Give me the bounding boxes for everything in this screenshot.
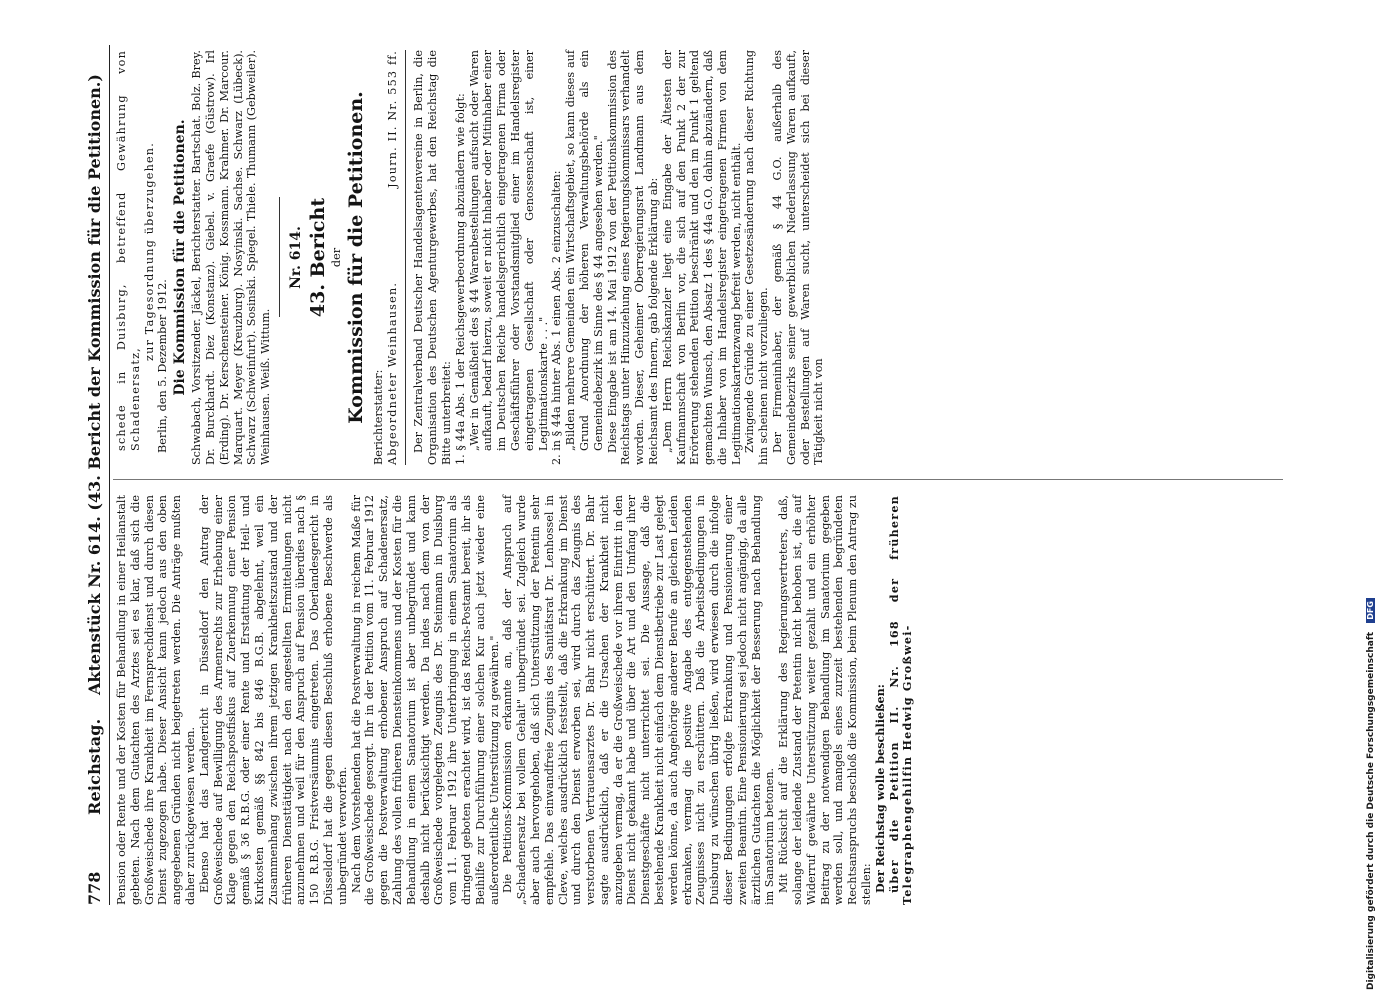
resolution-heading: Der Reichstag wolle beschließen: bbox=[872, 684, 887, 893]
paragraph: Die Petitions-Kommission erkannte an, daß der Anspruch auf „Schadenersatz bei vollem Gehalt" unbegründet sei. Zugleich wurde aber auch hervorgehoben, daß sich Unterstützung der Petentin sehr empfehle. Das einwandfreie Zeugnis des Sanitätsrat Dr. Lenhossel in Cleve, welches ausdrücklich feststellt, daß die Erkrankung im Dienst und durch den Dienst erworben sei, wird durch das Zeugnis des verstorbenen Vertrauensarztes Dr. Bahr nicht erschüttert. Dr. Bahr sagte ausdrücklich, daß er die Ursachen der Krankheit nicht anzugeben vermag, da er die Großweischede vor ihrem Eintritt in den Dienst nicht gekannt habe und über die Art und den Umfang ihrer Dienstgeschäfte nicht unterrichtet sei. Die Aussage, daß die bestehende Krankheit nicht einfach dem Dienstbetriebe zur Last gelegt werden könne, da auch Angehörige anderer Berufe an gleichen Leiden erkranken, vermag die positive Angabe des entgegenstehenden Zeugnisses nicht zu erschüttern. Daß die Arbeitsbedingungen in Duisburg zu wünschen übrig ließen, wird erwiesen durch die infolge dieser Bedingungen erfolgte Erkrankung und Pensionierung einer zweiten Beamtin. Eine Pensionierung sei jedoch nicht angängig, da alle ärztlichen Gutachten die Möglichkeit der Besserung nach Behandlung im Sanatorium betonen. bbox=[501, 495, 777, 905]
resolution-text: über die Petition II. Nr. 168 der früheren Telegraphengehilfin Hedwig Großwei- bbox=[886, 495, 915, 905]
report-title: 43. Bericht bbox=[306, 197, 329, 318]
commission-title: Kommission für die Petitionen. bbox=[344, 91, 367, 424]
quoted-text: „Bilden mehrere Gemeinden ein Wirtschaftsgebiet, so kann dieses auf Grund Anordnung der höheren Verwaltungsbehörde als ein Gemeindebezirk im Sinne des § 44 angesehen werden." bbox=[564, 50, 605, 451]
rapporteur-line bbox=[386, 50, 400, 465]
header-title: Aktenstück Nr. 614. (43. Bericht der Kommission für die Petitionen.) bbox=[85, 74, 104, 695]
report-der: der bbox=[329, 247, 343, 268]
separator bbox=[405, 50, 406, 465]
paragraph: Nach dem Vorstehenden hat die Postverwaltung in reichem Maße für die Großweischede gesorgt. Ihr in der Petition vom 11. Februar 1912 gegen die Postverwaltung erhobener Anspruch auf Schadenersatz, Zahlung des vollen früheren Diensteinkommens und der Kosten für die Behandlung in einem Sanatorium ist aber unbegründet und kann deshalb nicht berücksichtigt werden. Da indes nach dem von der Großweischede vorgelegten Zeugnis des Dr. Steinmann in Duisburg vom 11. Februar 1912 ihre Unterbringung in einem Sanatorium als dringend geboten erachtet wird, ist das Reichs-Postamt bereit, ihr als Beihilfe zur Durchführung einer solchen Kur auch jetzt wieder eine außerordentliche Unterstützung zu gewähren." bbox=[349, 495, 501, 905]
page-number: 778 bbox=[85, 871, 104, 905]
funding-note bbox=[1366, 0, 1380, 990]
rapporteur-name: Abgeordneter Weinhausen. bbox=[385, 281, 399, 465]
header-rule bbox=[109, 45, 110, 905]
rapporteur-label: Berichterstatter: bbox=[371, 369, 385, 465]
paragraph: 1. § 44a Abs. 1 der Reichsgewerbeordnung abzuändern wie folgt: bbox=[453, 93, 467, 465]
paragraph: Mit Rücksicht auf die Erklärung des Regierungsvertreters, daß, solange der leidende Zustand der Petentin nicht behoben ist, die auf Widerruf gewährte Unterstützung weiter gezahlt und ein erhöhter Beitrag zu der notwendigen Behandlung im Sanatorium gegeben werden soll, und mangels eines zurzeit bestehenden begründeten Rechtsanspruchs beschloß die Kommission, beim Plenum den Antrag zu stellen: bbox=[777, 495, 874, 905]
page-header bbox=[85, 45, 105, 905]
paragraph: Diese Eingabe ist am 14. Mai 1912 von der Petitionskommission des Reichstags unter Hinzuziehung eines Regierungskommissars verhandelt worden. Dieser, Geheimer Oberregierungsrat Landmann aus dem Reichsamt des Innern, gab folgende Erklärung ab: bbox=[605, 50, 660, 465]
funding-text: Digitalisierung gefördert durch die Deutsche Forschungsgemeinschaft bbox=[1366, 631, 1376, 990]
member-list: Schwabach, Vorsitzender. Jäckel, Berichterstatter. Bartschat. Bolz. Brey. Dr. Burckhardt. Diez (Konstanz). Giebel. v. Graefe (Güstrow). Irl (Erding). Dr. Kerschensteiner. König. Kossmann. Krahmer. Dr. Marcour. Marquart. Meyer (Kreuzburg). Nosyinski. Sachse. Schwarz (Lübeck). Schwarz (Schweinfurt). Sosinski. Spiegel. Thiele. Thumann (Gebweiler). Weinhausen. Weiß. Wittum. bbox=[190, 50, 273, 465]
paragraph: Pension oder Rente und der Kosten für Behandlung in einer Heilanstalt gebeten. Nach dem Gutachten des Arztes sei es klar, daß sich die Großweischede ihre Krankheit im Fernsprechdienst und durch diesen Dienst zugezogen habe. Dieser Ansicht kann jedoch aus den oben angegebenen Gründen nicht beigetreten werden. Die Anträge mußten daher zurückgewiesen werden. bbox=[115, 495, 197, 905]
separator bbox=[279, 198, 280, 318]
column-divider bbox=[113, 479, 1283, 480]
paragraph: Der Firmeninhaber, der gemäß § 44 G.O. außerhalb des Gemeindebezirks seiner gewerblichen Niederlassung Waren aufkauft, oder Bestellungen auf Waren sucht, unterscheidet sich bei dieser Tätigkeit nicht von bbox=[771, 50, 826, 465]
paragraph: Zwingende Gründe zu einer Gesetzesänderung nach dieser Richtung hin scheinen nicht vorzuliegen. bbox=[743, 50, 771, 465]
rotated-page bbox=[85, 45, 1295, 905]
paragraph: Ebenso hat das Landgericht in Düsseldorf den Antrag der Großweischede auf Bewilligung des Armenrechts zur Erhebung einer Klage gegen den Reichspostfiskus auf Zuerkennung einer Pension gemäß § 36 R.B.G. oder einer Rente und Erstattung der Heil- und Kurkosten gemäß §§ 842 bis 846 B.G.B. abgelehnt, weil ein Zusammenhang zwischen ihrem jetzigen Krankheitszustand und der früheren Diensttätigkeit nach den angestellten Ermittelungen nicht anzunehmen und weil für den Anspruch auf Pension überdies nach § 150 R.B.G. Fristversäumnis eingetreten. Das Oberlandesgericht in Düsseldorf hat die gegen diesen Beschluß erhobene Beschwerde als unbegründet verworfen. bbox=[197, 495, 349, 905]
paragraph: Der Zentralverband Deutscher Handelsagentenvereine in Berlin, die Organisation des Deutschen Agenturgewerbes, hat den Reichstag die Bitte unterbreitet: bbox=[412, 50, 453, 465]
left-column bbox=[115, 495, 915, 905]
journal-reference: Journ. II. Nr. 553 ff. bbox=[385, 50, 399, 188]
date-line: Berlin, den 5. Dezember 1912. bbox=[156, 279, 170, 453]
paragraph: 2. in § 44a hinter Abs. 1 einen Abs. 2 einzuschalten: bbox=[550, 170, 564, 465]
dfg-logo: DFG bbox=[1366, 598, 1375, 623]
paragraph: „Dem Herrn Reichskanzler liegt eine Eingabe der Ältesten der Kaufmannschaft von Berlin vor, die sich auf den Punkt 2 der zur Erörterung stehenden Petition beschränkt und den im Punkt 1 geltend gemachten Wunsch, den Absatz 1 des § 44a G.O. dahin abzuändern, daß die Inhaber von im Handelsregister eingetragenen Firmen von dem Legitimationskartenzwang befreit werden, nicht enthält. bbox=[660, 50, 743, 465]
quoted-text: „Wer in Gemäßheit des § 44 Warenbestellungen aufsucht oder Waren aufkauft, bedarf hierzu, soweit er nicht Inhaber oder Mitinhaber einer im Deutschen Reiche handelsgerichtlich eingetragenen Firma oder Geschäftsführer oder Vorstandsmitglied einer im Handelsregister eingetragenen Gesellschaft oder Genossenschaft ist, einer Legitimationskarte . . ." bbox=[467, 50, 550, 451]
document-number: Nr. 614. bbox=[287, 226, 304, 289]
running-title: Reichstag. bbox=[85, 718, 104, 815]
decision-text: zur Tagesordnung überzugehen. bbox=[142, 142, 156, 361]
committee-heading: Die Kommission für die Petitionen. bbox=[172, 119, 189, 396]
right-column bbox=[115, 50, 826, 465]
continuation-text: schede in Duisburg, betreffend Gewährung von Schadenersatz, bbox=[115, 50, 142, 451]
